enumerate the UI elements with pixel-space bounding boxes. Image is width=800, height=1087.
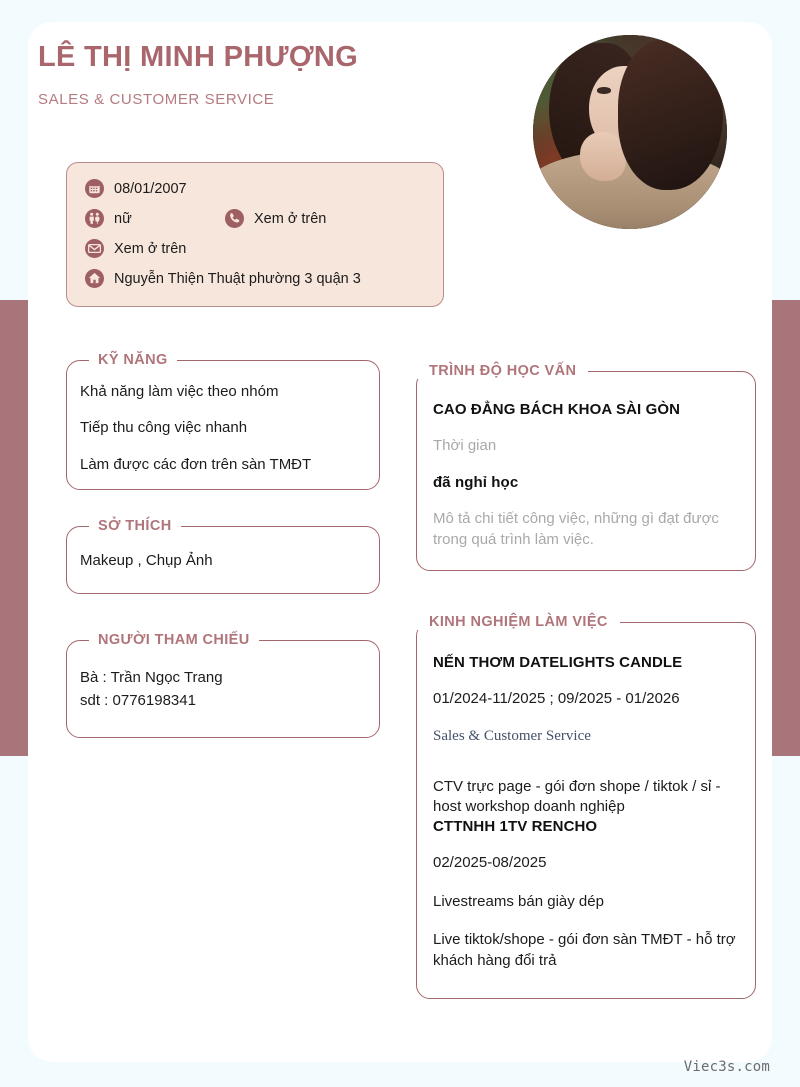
spacer bbox=[433, 763, 739, 777]
education-period: Thời gian bbox=[433, 437, 497, 454]
section-skills-body bbox=[67, 368, 379, 489]
section-experience bbox=[416, 614, 756, 999]
section-education bbox=[416, 363, 756, 571]
contact-email bbox=[85, 239, 186, 258]
experience-entry bbox=[433, 818, 739, 972]
skill-item: Khả năng làm việc theo nhóm bbox=[80, 383, 279, 400]
contact-email-value: Xem ở trên bbox=[114, 240, 187, 257]
contact-address-value: Nguyễn Thiện Thuật phường 3 quận 3 bbox=[114, 270, 361, 287]
avatar bbox=[533, 35, 727, 229]
experience-description: Live tiktok/shope - gói đơn sàn TMĐT - hỗ trợ khách hàng đổi trả bbox=[433, 931, 736, 970]
reference-entry bbox=[80, 666, 366, 713]
contact-row-gender-phone bbox=[85, 209, 425, 228]
reference-phone: sdt : 0776198341 bbox=[80, 692, 196, 710]
skill-item: Tiếp thu công việc nhanh bbox=[80, 419, 248, 437]
calendar-icon bbox=[85, 179, 104, 198]
contact-info-box bbox=[66, 162, 444, 307]
section-references-body bbox=[67, 648, 379, 737]
section-references-title: NGƯỜI THAM CHIẾU bbox=[98, 632, 250, 648]
contact-row-address bbox=[85, 269, 425, 288]
left-accent-bar bbox=[0, 300, 28, 756]
section-experience-body bbox=[417, 630, 755, 998]
section-skills-title: KỸ NĂNG bbox=[98, 352, 168, 368]
contact-row-birthday bbox=[85, 179, 425, 198]
section-skills bbox=[66, 352, 380, 490]
home-icon bbox=[85, 269, 104, 288]
section-references bbox=[66, 632, 380, 738]
section-hobbies-title: SỞ THÍCH bbox=[98, 518, 172, 534]
contact-birthday-value: 08/01/2007 bbox=[114, 180, 187, 197]
experience-role: Sales & Customer Service bbox=[433, 727, 591, 744]
phone-icon bbox=[225, 209, 244, 228]
photo-eye-left bbox=[597, 87, 611, 93]
experience-period: 01/2024-11/2025 ; 09/2025 - 01/2026 bbox=[433, 690, 680, 707]
section-hobbies-body bbox=[67, 534, 379, 593]
education-status: đã nghỉ học bbox=[433, 474, 519, 492]
experience-description: CTV trực page - gói đơn shope / tiktok / sỉ - host workshop doanh nghiệp bbox=[433, 777, 721, 816]
contact-gender-value: nữ bbox=[114, 210, 132, 227]
contact-phone bbox=[225, 209, 326, 228]
education-school: CAO ĐẲNG BÁCH KHOA SÀI GÒN bbox=[433, 401, 681, 418]
reference-name: Bà : Trần Ngọc Trang bbox=[80, 669, 223, 686]
section-education-body bbox=[417, 379, 755, 570]
candidate-name: LÊ THỊ MINH PHƯỢNG bbox=[38, 41, 359, 73]
experience-company: NẾN THƠM DATELIGHTS CANDLE bbox=[433, 654, 683, 671]
experience-period: 02/2025-08/2025 bbox=[433, 854, 547, 872]
section-education-title: TRÌNH ĐỘ HỌC VẤN bbox=[429, 363, 577, 379]
contact-phone-value: Xem ở trên bbox=[254, 210, 327, 227]
photo-hair-right bbox=[618, 39, 723, 190]
experience-description: Livestreams bán giày dép bbox=[433, 892, 604, 910]
hobby-item: Makeup , Chụp Ảnh bbox=[80, 552, 213, 569]
gender-icon bbox=[85, 209, 104, 228]
envelope-icon bbox=[85, 239, 104, 258]
section-experience-title: KINH NGHIỆM LÀM VIỆC bbox=[429, 614, 608, 630]
experience-company: CTTNHH 1TV RENCHO bbox=[433, 818, 598, 836]
contact-birthday bbox=[85, 179, 187, 198]
experience-entry bbox=[433, 654, 739, 818]
watermark: Viec3s.com bbox=[683, 1059, 770, 1075]
right-accent-bar bbox=[772, 300, 800, 756]
contact-gender bbox=[85, 209, 225, 228]
contact-row-email bbox=[85, 239, 425, 258]
contact-address bbox=[85, 269, 361, 288]
skill-item: Làm được các đơn trên sàn TMĐT bbox=[80, 455, 312, 473]
section-hobbies bbox=[66, 518, 380, 594]
education-description: Mô tả chi tiết công việc, những gì đạt được trong quá trình làm việc. bbox=[433, 510, 719, 548]
candidate-title: SALES & CUSTOMER SERVICE bbox=[38, 90, 275, 108]
